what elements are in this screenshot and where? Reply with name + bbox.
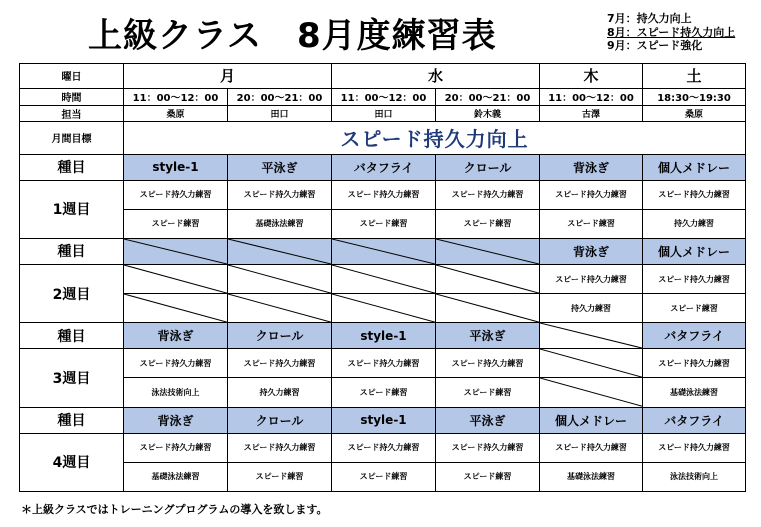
empty-slash [124,239,227,264]
empty-slash [540,323,642,348]
practice-menu-cell: スピード持久力練習 [124,433,228,462]
day-thursday: 木 [540,64,643,89]
time-cell: 20：00～21：00 [436,88,540,105]
empty-slash [436,239,539,264]
monthly-goal-september: 9月：スピード強化 [607,39,703,52]
practice-menu-empty [228,264,332,293]
practice-menu-cell: スピード持久力練習 [228,180,332,209]
empty-slash [436,265,539,293]
day-wednesday: 水 [332,64,540,89]
monthly-goal-text: スピード持久力向上 [124,122,746,154]
practice-menu-cell: スピード練習 [124,209,228,238]
practice-menu-cell: スピード持久力練習 [124,349,228,378]
practice-menu-cell: スピード持久力練習 [332,349,436,378]
empty-slash [436,294,539,322]
practice-menu-cell: 持久力練習 [228,378,332,407]
empty-slash [228,265,331,293]
empty-slash [332,265,435,293]
event-label: 種目 [20,238,124,264]
practice-menu-cell: スピード練習 [332,209,436,238]
practice-menu-cell: スピード練習 [436,462,540,491]
coach-cell: 桑原 [124,105,228,122]
time-cell: 11：00～12：00 [124,88,228,105]
practice-menu-empty [228,294,332,323]
practice-menu-cell: スピード練習 [643,294,746,323]
page-title: 上級クラス 8月度練習表 [88,16,497,56]
empty-slash [332,239,435,264]
practice-menu-empty [124,294,228,323]
event-label: 種目 [20,407,124,433]
day-label: 曜日 [20,64,124,89]
empty-slash [332,294,435,322]
event-cell-empty [228,238,332,264]
time-label: 時間 [20,88,124,105]
footnote: ＊上級クラスではトレーニングプログラムの導入を致します。 [21,503,328,516]
event-cell-empty [436,238,540,264]
practice-menu-cell: スピード持久力練習 [332,433,436,462]
practice-menu-cell: スピード持久力練習 [540,180,643,209]
event-cell: 個人メドレー [643,154,746,180]
practice-menu-cell: スピード持久力練習 [643,349,746,378]
practice-menu-cell: スピード持久力練習 [436,180,540,209]
practice-menu-cell: スピード持久力練習 [228,433,332,462]
schedule-table [19,63,746,492]
event-cell: バタフライ [643,407,746,433]
event-cell: 個人メドレー [540,407,643,433]
event-cell: 背泳ぎ [124,323,228,349]
practice-menu-cell: スピード持久力練習 [124,180,228,209]
practice-menu-cell: スピード持久力練習 [228,349,332,378]
event-cell: 平泳ぎ [228,154,332,180]
practice-menu-cell: スピード練習 [436,378,540,407]
time-cell: 11：00～12：00 [332,88,436,105]
event-cell: 背泳ぎ [540,154,643,180]
practice-menu-cell: 泳法技術向上 [124,378,228,407]
event-cell-empty [540,323,643,349]
practice-menu-empty [332,294,436,323]
empty-slash [540,349,642,377]
practice-menu-empty [332,264,436,293]
event-cell: 個人メドレー [643,238,746,264]
time-cell: 11：00～12：00 [540,88,643,105]
coach-cell: 桑原 [643,105,746,122]
practice-menu-cell: スピード持久力練習 [540,264,643,293]
practice-menu-cell: 持久力練習 [540,294,643,323]
practice-menu-cell: スピード持久力練習 [436,349,540,378]
event-cell: バタフライ [643,323,746,349]
practice-menu-cell: 基礎泳法練習 [124,462,228,491]
practice-menu-cell: スピード持久力練習 [643,264,746,293]
practice-menu-empty [436,294,540,323]
empty-slash [228,294,331,322]
practice-menu-cell: スピード持久力練習 [436,433,540,462]
event-cell: 平泳ぎ [436,407,540,433]
practice-menu-cell: 基礎泳法練習 [228,209,332,238]
week-label: 3週目 [20,349,124,407]
day-saturday: 土 [643,64,746,89]
practice-menu-cell: スピード練習 [228,462,332,491]
time-cell: 18:30～19:30 [643,88,746,105]
event-label: 種目 [20,154,124,180]
practice-menu-empty [540,378,643,407]
practice-menu-empty [436,264,540,293]
coach-label: 担当 [20,105,124,122]
event-cell: クロール [228,407,332,433]
empty-slash [228,239,331,264]
coach-cell: 古澤 [540,105,643,122]
empty-slash [124,265,227,293]
practice-menu-cell: 基礎泳法練習 [540,462,643,491]
practice-menu-empty [540,349,643,378]
event-cell: style-1 [124,154,228,180]
practice-menu-cell: スピード練習 [540,209,643,238]
practice-menu-cell: スピード持久力練習 [540,433,643,462]
practice-menu-cell: スピード練習 [332,462,436,491]
practice-menu-cell: 持久力練習 [643,209,746,238]
empty-slash [540,378,642,406]
monthly-goal-july: 7月：持久力向上 [607,12,692,25]
coach-cell: 田口 [228,105,332,122]
event-cell: クロール [436,154,540,180]
practice-menu-cell: スピード練習 [436,209,540,238]
monthly-goal-label: 月間目標 [20,122,124,154]
coach-cell: 田口 [332,105,436,122]
week-label: 2週目 [20,264,124,322]
day-monday: 月 [124,64,332,89]
event-cell-empty [124,238,228,264]
event-label: 種目 [20,323,124,349]
week-label: 4週目 [20,433,124,491]
practice-menu-cell: 基礎泳法練習 [643,378,746,407]
monthly-goals-legend [607,12,735,53]
coach-cell: 鈴木義 [436,105,540,122]
event-cell: クロール [228,323,332,349]
event-cell-empty [332,238,436,264]
practice-menu-cell: スピード持久力練習 [643,433,746,462]
event-cell: バタフライ [332,154,436,180]
practice-menu-cell: 泳法技術向上 [643,462,746,491]
week-label: 1週目 [20,180,124,238]
practice-menu-cell: スピード持久力練習 [643,180,746,209]
event-cell: style-1 [332,407,436,433]
time-cell: 20：00～21：00 [228,88,332,105]
monthly-goal-august: 8月：スピード持久力向上 [607,25,736,39]
practice-menu-empty [124,264,228,293]
practice-menu-cell: スピード練習 [332,378,436,407]
event-cell: 背泳ぎ [124,407,228,433]
practice-menu-cell: スピード持久力練習 [332,180,436,209]
event-cell: 背泳ぎ [540,238,643,264]
empty-slash [124,294,227,322]
event-cell: 平泳ぎ [436,323,540,349]
event-cell: style-1 [332,323,436,349]
